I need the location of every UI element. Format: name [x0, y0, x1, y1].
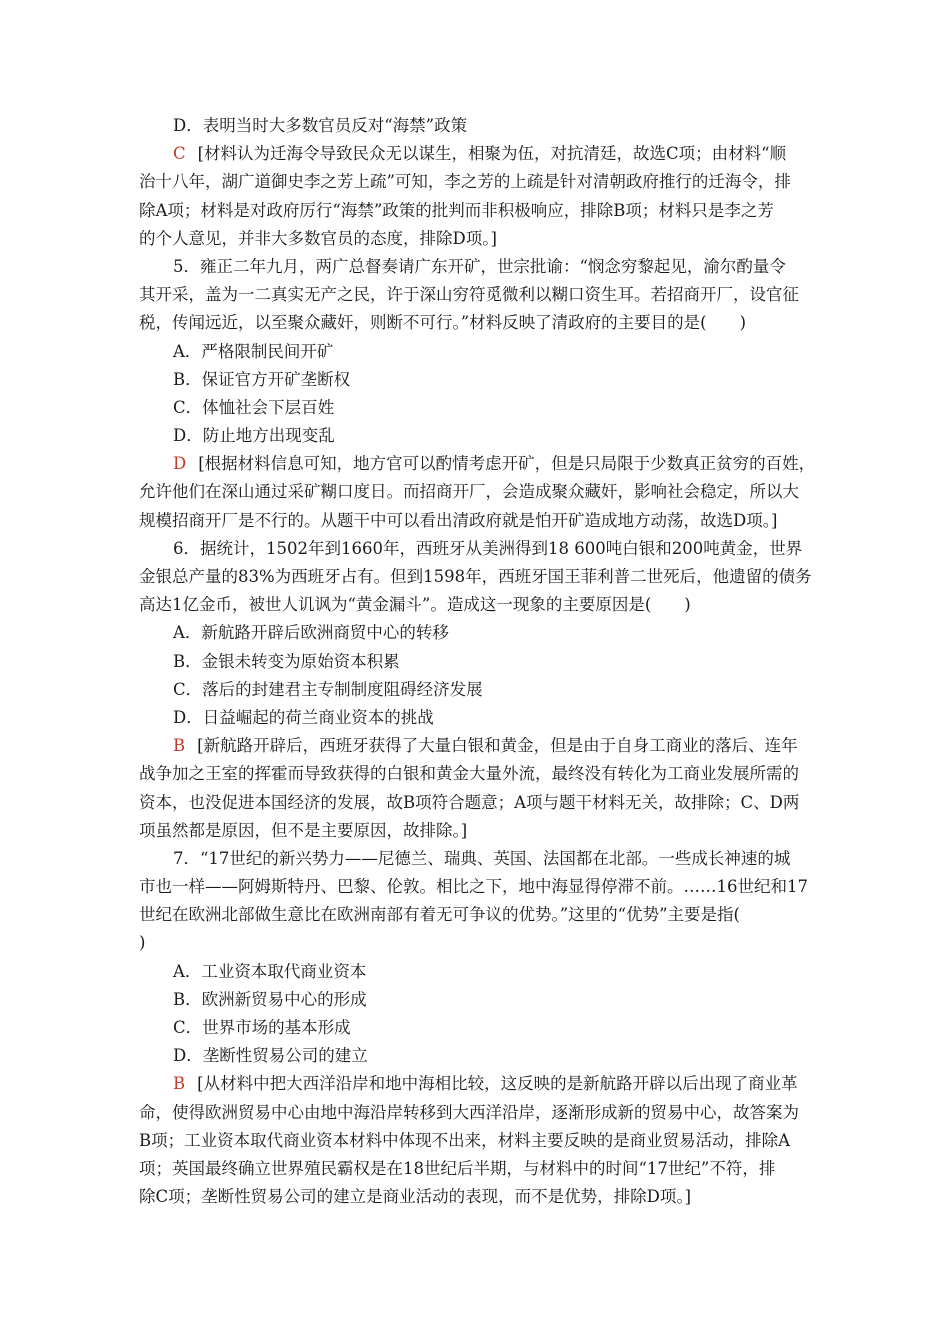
q5-answer-letter: D: [173, 454, 187, 474]
q5-stem-1: 5．雍正二年九月，两广总督奏请广东开矿，世宗批谕：“悯念穷黎起见，渝尔酌量令: [173, 256, 786, 276]
q5-option-b: B．保证官方开矿垄断权: [173, 369, 351, 389]
q5-option-d: D．防止地方出现变乱: [173, 426, 335, 446]
q5-stem-3: 税，传闻远近，以至聚众藏奸，则断不可行。”材料反映了清政府的主要目的是( ): [139, 313, 747, 333]
q4-answer-line-1: [139, 140, 819, 168]
q6-explanation-4: 项虽然都是原因，但不是主要原因，故排除。]: [139, 820, 468, 840]
q4-explanation-1: [材料认为迁海令导致民众无以谋生，相聚为伍，对抗清廷，故选C项；由材料“顺: [197, 144, 787, 164]
q4-explanation-2: 治十八年，湖广道御史李之芳上疏”可知，李之芳的上疏是针对清朝政府推行的迁海令，排: [139, 172, 791, 192]
q4-explanation-4: 的个人意见，并非大多数官员的态度，排除D项。]: [139, 228, 497, 248]
q5-stem-2: 其开采，盖为一二真实无产之民，许于深山穷符觅微利以糊口资生耳。若招商开厂，设官征: [139, 285, 799, 305]
q6-option-c: C．落后的封建君主专制制度阻碍经济发展: [173, 679, 483, 699]
q7-option-c: C．世界市场的基本形成: [173, 1018, 351, 1037]
q6-explanation-2: 战争加之王室的挥霍而导致获得的白银和黄金大量外流，最终没有转化为工商业发展所需的: [139, 764, 799, 784]
q6-explanation-1: [新航路开辟后，西班牙获得了大量白银和黄金，但是由于自身工商业的落后、连年: [197, 736, 798, 756]
q6-stem-1: 6．据统计，1502年到1660年，西班牙从美洲得到18 600吨白银和200吨黄金，世界: [173, 538, 803, 558]
q5-explanation-3: 规模招商开厂是不行的。从题干中可以看出清政府就是怕开矿造成地方动荡，故选D项。]: [139, 510, 778, 530]
q5-option-c: C．体恤社会下层百姓: [173, 397, 335, 417]
q7-explanation-5: 除C项；垄断性贸易公司的建立是商业活动的表现，而不是优势，排除D项。]: [139, 1187, 692, 1207]
q4-explanation-3: 除A项；材料是对政府厉行“海禁”政策的批判而非积极响应，排除B项；材料只是李之芳: [139, 200, 774, 220]
q6-stem-3: 高达1亿金币，被世人讥讽为“黄金漏斗”。造成这一现象的主要原因是( ): [139, 595, 691, 615]
q7-stem-3: 世纪在欧洲北部做生意比在欧洲南部有着无可争议的优势。”这里的“优势”主要是指(: [139, 905, 740, 925]
q6-option-a: A．新航路开辟后欧洲商贸中心的转移: [173, 623, 449, 643]
q7-option-b: B．欧洲新贸易中心的形成: [173, 989, 367, 1009]
q4-option-d: D．表明当时大多数官员反对“海禁”政策: [173, 116, 468, 135]
q6-answer-line-1: [139, 732, 819, 760]
q7-option-a: A．工业资本取代商业资本: [173, 961, 367, 981]
q5-option-a: A．严格限制民间开矿: [173, 341, 334, 361]
q6-option-d: D．日益崛起的荷兰商业资本的挑战: [173, 707, 434, 727]
q7-explanation-4: 项；英国最终确立世界殖民霸权是在18世纪后半期，与材料中的时间“17世纪”不符，排: [139, 1158, 776, 1178]
q7-stem-1: 7．“17世纪的新兴势力——尼德兰、瑞典、英国、法国都在北部。一些成长神速的城: [173, 848, 791, 868]
document-page: [139, 112, 819, 1211]
q7-explanation-2: 命，使得欧洲贸易中心由地中海沿岸转移到大西洋沿岸，逐渐形成新的贸易中心，故答案为: [139, 1102, 799, 1122]
q7-stem-2: 市也一样——阿姆斯特丹、巴黎、伦敦。相比之下，地中海显得停滞不前。……16世纪和17: [139, 877, 808, 897]
q5-answer-line-1: [139, 450, 819, 478]
q7-option-d: D．垄断性贸易公司的建立: [173, 1046, 368, 1066]
q5-explanation-2: 允许他们在深山通过采矿糊口度日。而招商开厂，会造成聚众藏奸，影响社会稳定，所以大: [139, 482, 799, 502]
q7-explanation-1: [从材料中把大西洋沿岸和地中海相比较，这反映的是新航路开辟以后出现了商业革: [197, 1074, 798, 1094]
q5-explanation-1: [根据材料信息可知，地方官可以酌情考虑开矿，但是只局限于少数真正贫穷的百姓，: [198, 454, 816, 474]
q6-answer-letter: B: [173, 736, 186, 756]
q7-stem-4: ): [139, 933, 146, 953]
q6-option-b: B．金银未转变为原始资本积累: [173, 651, 400, 671]
q4-answer-letter: C: [173, 144, 186, 164]
q6-stem-2: 金银总产量的83%为西班牙占有。但到1598年，西班牙国王菲利普二世死后，他遗留的债务: [139, 567, 812, 586]
q6-explanation-3: 资本，也没促进本国经济的发展，故B项符合题意；A项与题干材料无关，故排除；C、D两: [139, 792, 800, 812]
q7-answer-line-1: [139, 1070, 819, 1098]
q7-explanation-3: B项；工业资本取代商业资本材料中体现不出来，材料主要反映的是商业贸易活动，排除A: [139, 1130, 791, 1150]
q7-answer-letter: B: [173, 1074, 186, 1094]
